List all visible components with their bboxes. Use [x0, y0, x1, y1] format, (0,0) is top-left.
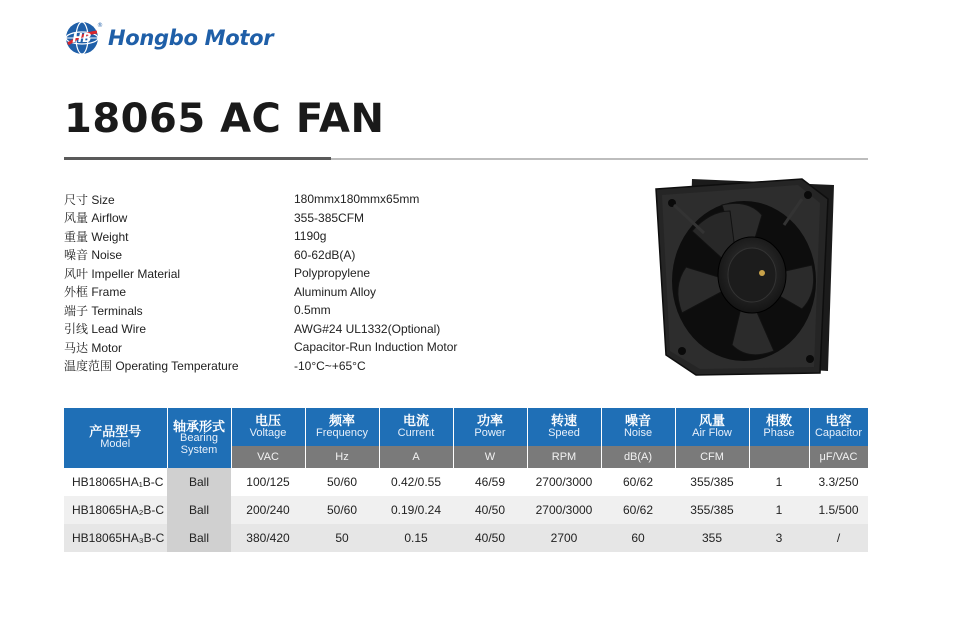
cell-power: 40/50 [453, 496, 527, 524]
cell-model: HB18065HA₃B-C [64, 524, 167, 552]
cell-phase: 3 [749, 524, 809, 552]
unit-cell: RPM [527, 446, 601, 468]
spec-value: 1190g [294, 229, 327, 244]
spec-label: 重量 Weight [64, 229, 129, 244]
cell-capacitor: 1.5/500 [809, 496, 868, 524]
col-header-en: Speed [548, 427, 580, 440]
unit-cell: Hz [305, 446, 379, 468]
cell-power: 46/59 [453, 468, 527, 496]
cell-noise: 60 [601, 524, 675, 552]
col-header-zh: 风量 [698, 413, 725, 429]
cell-frequency: 50/60 [305, 496, 379, 524]
col-header-zh: 相数 [765, 413, 792, 429]
cell-airflow: 355/385 [675, 468, 749, 496]
cell-voltage: 380/420 [231, 524, 305, 552]
spec-value: Capacitor-Run Induction Motor [294, 340, 458, 355]
brand-name: Hongbo Motor [108, 26, 274, 50]
spec-row-frame [64, 283, 457, 302]
cell-current: 0.42/0.55 [379, 468, 453, 496]
cell-airflow: 355/385 [675, 496, 749, 524]
spec-list [64, 190, 457, 375]
cell-speed: 2700 [527, 524, 601, 552]
col-header-en: Bearing System [180, 432, 218, 456]
col-header-power [453, 408, 527, 446]
cell-voltage: 200/240 [231, 496, 305, 524]
unit-cell [749, 446, 809, 468]
col-header-en: Current [397, 427, 435, 440]
col-header-en: Power [474, 427, 506, 440]
col-header-voltage [231, 408, 305, 446]
cell-current: 0.15 [379, 524, 453, 552]
spec-value: 355-385CFM [294, 210, 365, 225]
fan-product-image [652, 175, 836, 377]
col-header-en: Capacitor [814, 427, 863, 440]
unit-cell: A [379, 446, 453, 468]
spec-label: 噪音 Noise [64, 248, 123, 263]
unit-cell: W [453, 446, 527, 468]
col-header-phase [749, 408, 809, 446]
cell-phase: 1 [749, 496, 809, 524]
cell-current: 0.19/0.24 [379, 496, 453, 524]
spec-value: -10°C~+65°C [294, 358, 366, 373]
cell-noise: 60/62 [601, 496, 675, 524]
spec-label: 温度范围 Operating Temperature [64, 359, 239, 374]
col-header-noise [601, 408, 675, 446]
spec-row-airflow [64, 209, 457, 228]
title-divider-accent [64, 157, 331, 160]
table-row [64, 468, 868, 496]
spec-label: 尺寸 Size [64, 192, 115, 207]
spec-label: 风叶 Impeller Material [64, 266, 181, 281]
page-title: 18065 AC FAN [64, 96, 385, 142]
col-header-frequency [305, 408, 379, 446]
table-header-row [64, 408, 868, 446]
spec-row-impeller [64, 264, 457, 283]
spec-value: Polypropylene [294, 266, 371, 281]
col-header-en: Model [100, 438, 131, 451]
col-header-airflow [675, 408, 749, 446]
col-header-en: Phase [763, 427, 795, 440]
col-header-speed [527, 408, 601, 446]
col-header-en: Voltage [249, 427, 287, 440]
spec-row-size [64, 190, 457, 209]
col-header-zh: 产品型号 [89, 424, 142, 440]
table-row [64, 496, 868, 524]
cell-model: HB18065HA₁B-C [64, 468, 167, 496]
spec-row-lead-wire [64, 320, 457, 339]
globe-logo-icon [64, 20, 103, 56]
spec-label: 外框 Frame [64, 285, 127, 300]
cell-frequency: 50 [305, 524, 379, 552]
unit-cell: VAC [231, 446, 305, 468]
table-row [64, 524, 868, 552]
col-header-en: Frequency [316, 427, 368, 440]
cell-noise: 60/62 [601, 468, 675, 496]
col-header-en: Air Flow [692, 427, 732, 440]
svg-text:®: ® [97, 22, 103, 29]
cell-frequency: 50/60 [305, 468, 379, 496]
spec-row-noise [64, 246, 457, 265]
spec-row-terminals [64, 301, 457, 320]
svg-text:HB: HB [72, 31, 92, 45]
cell-capacitor: 3.3/250 [809, 468, 868, 496]
spec-value: 60-62dB(A) [294, 247, 356, 262]
col-header-zh: 电容 [825, 413, 852, 429]
unit-cell: dB(A) [601, 446, 675, 468]
col-header-zh: 电流 [402, 413, 429, 429]
spec-row-weight [64, 227, 457, 246]
cell-bearing: Ball [167, 468, 231, 496]
spec-value: Aluminum Alloy [294, 284, 377, 299]
col-header-zh: 频率 [328, 413, 355, 429]
spec-label: 风量 Airflow [64, 211, 128, 226]
cell-speed: 2700/3000 [527, 468, 601, 496]
cell-model: HB18065HA₂B-C [64, 496, 167, 524]
cell-phase: 1 [749, 468, 809, 496]
cell-bearing: Ball [167, 496, 231, 524]
col-header-bearing [167, 408, 231, 468]
brand-logo [64, 20, 273, 56]
spec-label: 引线 Lead Wire [64, 322, 147, 337]
cell-power: 40/50 [453, 524, 527, 552]
col-header-capacitor [809, 408, 868, 446]
spec-label: 马达 Motor [64, 340, 123, 355]
spec-label: 端子 Terminals [64, 303, 143, 318]
spec-row-motor [64, 338, 457, 357]
cell-airflow: 355 [675, 524, 749, 552]
unit-cell: CFM [675, 446, 749, 468]
col-header-current [379, 408, 453, 446]
cell-capacitor: / [809, 524, 868, 552]
col-header-zh: 轴承形式 [172, 418, 225, 434]
cell-voltage: 100/125 [231, 468, 305, 496]
col-header-zh: 噪音 [624, 413, 651, 429]
model-spec-table [64, 408, 869, 552]
unit-cell: μF/VAC [809, 446, 868, 468]
col-header-model [64, 408, 167, 468]
spec-row-temperature [64, 357, 457, 376]
spec-value: 180mmx180mmx65mm [294, 192, 420, 207]
cell-bearing: Ball [167, 524, 231, 552]
col-header-en: Noise [623, 427, 653, 440]
spec-value: 0.5mm [294, 303, 331, 318]
cell-speed: 2700/3000 [527, 496, 601, 524]
spec-value: AWG#24 UL1332(Optional) [294, 321, 441, 336]
col-header-zh: 转速 [550, 413, 577, 429]
col-header-zh: 功率 [476, 413, 503, 429]
col-header-zh: 电压 [254, 413, 281, 429]
